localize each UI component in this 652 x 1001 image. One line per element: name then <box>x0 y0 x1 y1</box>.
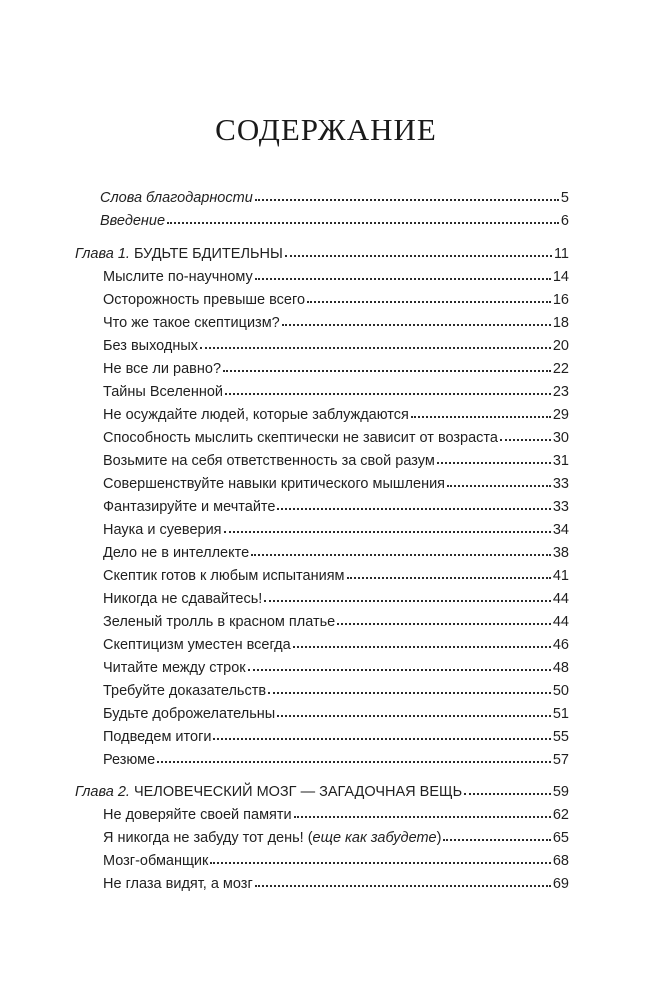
leader-dots <box>411 402 551 418</box>
toc-entry-label: Не осуждайте людей, которые заблуждаются <box>103 407 409 423</box>
toc-entry-label: Совершенствуйте навыки критического мышления <box>103 476 446 492</box>
toc-entry-label: Скептик готов к любым испытаниям <box>103 568 345 584</box>
toc-entry[interactable] <box>103 541 569 561</box>
toc-entry[interactable] <box>103 265 569 285</box>
leader-dots <box>347 563 551 579</box>
toc-entry-label: Осторожность превыше всего <box>103 292 306 308</box>
leader-dots <box>277 701 551 717</box>
toc-entry[interactable] <box>103 564 569 584</box>
toc-entry[interactable] <box>103 472 569 492</box>
toc-entry-label: Дело не в интеллекте <box>103 545 250 561</box>
toc-entry-page: 62 <box>552 807 569 823</box>
toc-entry-page: 44 <box>552 614 569 630</box>
toc-entry-page: 5 <box>560 190 569 206</box>
leader-dots <box>500 425 551 441</box>
toc-entry-page: 38 <box>552 545 569 561</box>
toc-entry-label: Будьте доброжелательны <box>103 706 276 722</box>
toc-entry-page: 34 <box>552 522 569 538</box>
chapter-title: ЧЕЛОВЕЧЕСКИЙ МОЗГ — ЗАГАДОЧНАЯ ВЕЩЬ <box>133 784 463 800</box>
leader-dots <box>294 802 551 818</box>
toc-entry-acknowledgements[interactable] <box>100 186 569 206</box>
toc-entry[interactable] <box>103 288 569 308</box>
leader-dots <box>268 678 551 694</box>
leader-dots <box>251 540 551 556</box>
toc-entry-page: 33 <box>552 499 569 515</box>
leader-dots <box>157 747 551 763</box>
toc-entry-page: 50 <box>552 683 569 699</box>
toc-entry-page: 14 <box>552 269 569 285</box>
toc-entry-page: 31 <box>552 453 569 469</box>
leader-dots <box>337 609 551 625</box>
toc-entry-label: Способность мыслить скептически не зависит от возраста <box>103 430 498 446</box>
toc-entry[interactable] <box>103 449 569 469</box>
toc-entry[interactable] <box>103 633 569 653</box>
toc-entry-page: 22 <box>552 361 569 377</box>
toc-entry-page: 65 <box>552 830 569 846</box>
toc-entry[interactable] <box>103 610 569 630</box>
leader-dots <box>225 379 551 395</box>
toc-entry[interactable] <box>103 656 569 676</box>
leader-dots <box>167 208 559 224</box>
toc-entry-page: 44 <box>552 591 569 607</box>
leader-dots <box>293 632 551 648</box>
leader-dots <box>255 871 551 887</box>
toc-entry-page: 55 <box>552 729 569 745</box>
leader-dots <box>285 241 552 257</box>
toc-entry[interactable] <box>103 702 569 722</box>
toc-entry-label: Наука и суеверия <box>103 522 222 538</box>
chapter-number: Глава 1. <box>75 246 130 262</box>
toc-entry-page: 11 <box>553 246 569 262</box>
toc-entry[interactable] <box>103 587 569 607</box>
toc-entry[interactable] <box>103 826 569 846</box>
toc-entry[interactable] <box>103 748 569 768</box>
leader-dots <box>200 333 551 349</box>
toc-entry-label: Я никогда не забуду тот день! ( <box>103 830 313 846</box>
toc-entry[interactable] <box>103 803 569 823</box>
leader-dots <box>437 448 551 464</box>
page-title: СОДЕРЖАНИЕ <box>215 112 437 147</box>
toc-entry[interactable] <box>103 426 569 446</box>
toc-entry-page: 29 <box>552 407 569 423</box>
toc-entry-label: Тайны Вселенной <box>103 384 224 400</box>
toc-chapter-1[interactable] <box>75 242 569 262</box>
toc-entry-label-tail: ) <box>436 830 442 846</box>
toc-entry-label: Не доверяйте своей памяти <box>103 807 292 823</box>
toc-entry-label: Мыслите по-научному <box>103 269 253 285</box>
leader-dots <box>255 185 559 201</box>
leader-dots <box>282 310 551 326</box>
leader-dots <box>210 848 550 864</box>
toc-entry[interactable] <box>103 725 569 745</box>
toc-entry-introduction[interactable] <box>100 209 569 229</box>
toc-entry-page: 46 <box>552 637 569 653</box>
toc-entry-page: 30 <box>552 430 569 446</box>
leader-dots <box>264 586 551 602</box>
toc-entry[interactable] <box>103 872 569 892</box>
toc-entry[interactable] <box>103 495 569 515</box>
toc-entry-label: Возьмите на себя ответственность за свой разум <box>103 453 435 469</box>
toc-entry-page: 18 <box>552 315 569 331</box>
toc-entry-page: 33 <box>552 476 569 492</box>
toc-entry-page: 41 <box>552 568 569 584</box>
toc-entry[interactable] <box>103 679 569 699</box>
leader-dots <box>447 471 551 487</box>
leader-dots <box>307 287 551 303</box>
toc-entry-label: Никогда не сдавайтесь! <box>103 591 263 607</box>
toc-entry-label: Резюме <box>103 752 156 768</box>
leader-dots <box>224 517 551 533</box>
toc-entry-label: Зеленый тролль в красном платье <box>103 614 336 630</box>
toc-entry-label: Читайте между строк <box>103 660 246 676</box>
toc-entry[interactable] <box>103 518 569 538</box>
toc-entry-page: 57 <box>552 752 569 768</box>
toc-entry-page: 59 <box>552 784 569 800</box>
chapter-number: Глава 2. <box>75 784 130 800</box>
toc-entry-page: 48 <box>552 660 569 676</box>
toc-entry-label: Без выходных <box>103 338 199 354</box>
toc-entry-page: 23 <box>552 384 569 400</box>
toc-entry-page: 68 <box>552 853 569 869</box>
toc-entry[interactable] <box>103 380 569 400</box>
leader-dots <box>277 494 550 510</box>
toc-entry-label: Фантазируйте и мечтайте <box>103 499 276 515</box>
toc-entry-label: Скептицизм уместен всегда <box>103 637 291 653</box>
toc-entry-page: 69 <box>552 876 569 892</box>
chapter-title: БУДЬТЕ БДИТЕЛЬНЫ <box>133 246 283 262</box>
toc-entry-label: Что же такое скептицизм? <box>103 315 280 331</box>
toc-entry-label: Введение <box>100 213 166 229</box>
toc-entry-label: Слова благодарности <box>100 190 253 206</box>
toc-entry-label: Подведем итоги <box>103 729 212 745</box>
toc-entry[interactable] <box>103 357 569 377</box>
leader-dots <box>464 779 551 795</box>
toc-entry-page: 16 <box>552 292 569 308</box>
toc-entry-label: Мозг-обманщик <box>103 853 209 869</box>
leader-dots <box>223 356 551 372</box>
toc-entry[interactable] <box>103 403 569 423</box>
toc-entry[interactable] <box>103 311 569 331</box>
toc-entry[interactable] <box>103 849 569 869</box>
leader-dots <box>255 264 551 280</box>
toc-entry-page: 6 <box>560 213 569 229</box>
leader-dots <box>213 724 550 740</box>
toc-entry-label-italic: еще как забудете <box>312 830 437 846</box>
toc-entry-label: Требуйте доказательств <box>103 683 267 699</box>
toc-entry[interactable] <box>103 334 569 354</box>
toc-chapter-2[interactable] <box>75 780 569 800</box>
toc-entry-label: Не все ли равно? <box>103 361 222 377</box>
toc-entry-page: 51 <box>552 706 569 722</box>
leader-dots <box>443 825 550 841</box>
leader-dots <box>248 655 551 671</box>
toc-entry-label: Не глаза видят, а мозг <box>103 876 253 892</box>
toc-entry-page: 20 <box>552 338 569 354</box>
